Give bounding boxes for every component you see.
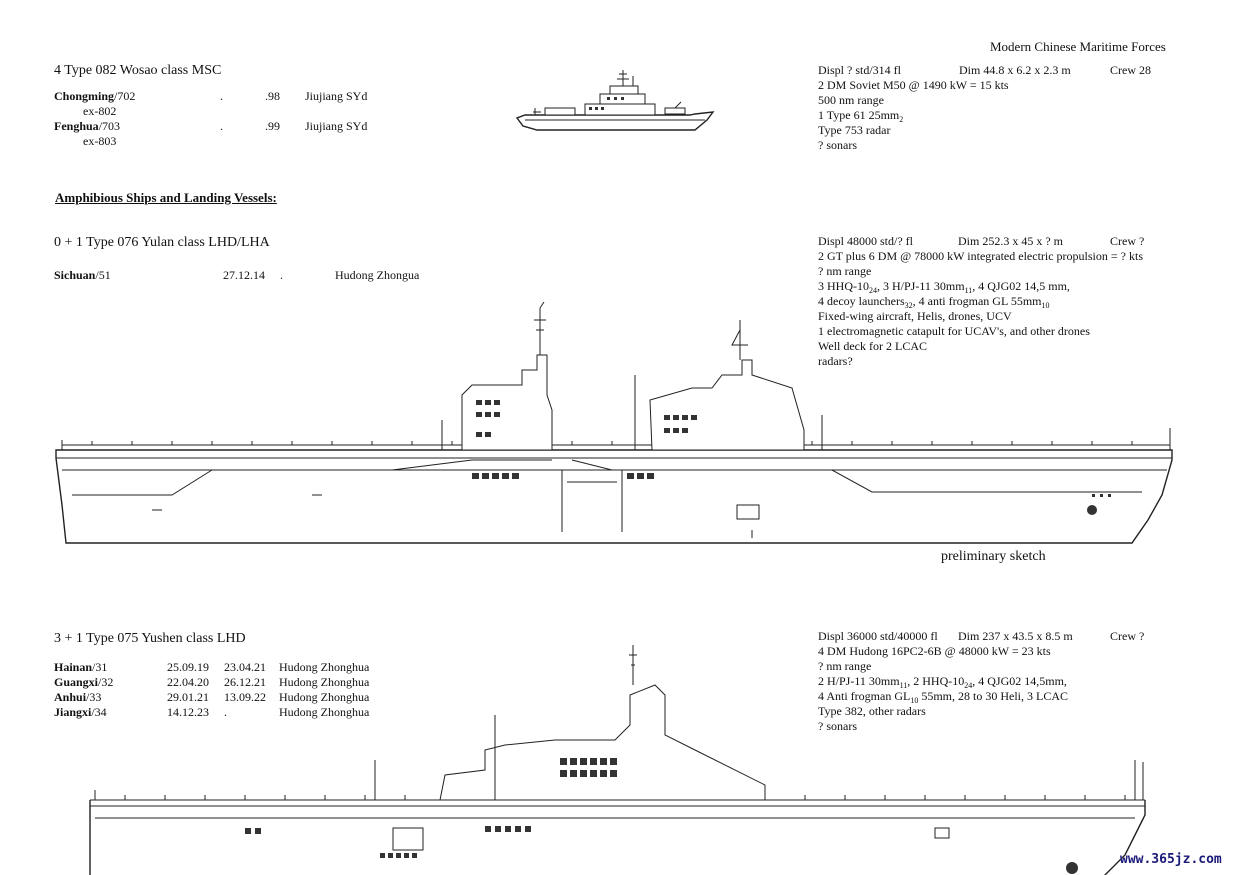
spec-dim: Dim 44.8 x 6.2 x 2.3 m bbox=[959, 63, 1071, 77]
ship-pennant: /51 bbox=[95, 268, 111, 282]
spec-dim: Dim 252.3 x 45 x ? m bbox=[958, 234, 1063, 248]
spec-armament: 1 Type 61 $25mm_2$ bbox=[818, 108, 904, 124]
ship-yard: Jiujiang SYd bbox=[305, 119, 368, 133]
ship-name: Fenghua bbox=[54, 119, 99, 133]
ship-name: Chongming bbox=[54, 89, 115, 103]
spec-displ: Displ 36000 std/40000 fl bbox=[818, 629, 938, 643]
ship-ex-pennant: ex-802 bbox=[83, 104, 117, 118]
section-heading: Amphibious Ships and Landing Vessels: bbox=[55, 190, 277, 205]
spec-range: ? nm range bbox=[818, 659, 872, 673]
ship-launch-date: 25.09.19 bbox=[167, 660, 209, 674]
spec-line: 2 DM Soviet M50 @ 1490 kW = 15 kts bbox=[818, 78, 1009, 92]
ship-row bbox=[54, 89, 454, 104]
ship-ex-pennant: ex-803 bbox=[83, 134, 117, 148]
spec-crew: Crew ? bbox=[1110, 234, 1145, 248]
yushen-class-title: 3 + 1 Type 075 Yushen class LHD bbox=[54, 631, 246, 646]
ship-yard: Hudong Zhongua bbox=[335, 268, 420, 282]
sketch-caption: preliminary sketch bbox=[941, 549, 1046, 564]
ship-yard: Hudong Zhonghua bbox=[279, 690, 370, 704]
ship-dot: . bbox=[220, 89, 223, 103]
spec-radars: radars? bbox=[818, 354, 853, 368]
wosao-ship-drawing bbox=[515, 68, 715, 134]
ship-launch-date: 29.01.21 bbox=[167, 690, 209, 704]
ship-date: .99 bbox=[265, 119, 280, 133]
wosao-specs bbox=[818, 63, 1178, 153]
spec-displ: Displ ? std/314 fl bbox=[818, 63, 901, 77]
spec-sonars: ? sonars bbox=[818, 719, 857, 733]
spec-line: ? sonars bbox=[818, 138, 857, 152]
ship-name: Hainan bbox=[54, 660, 93, 674]
ship-pennant: /31 bbox=[92, 660, 108, 674]
ship-commission-date: 23.04.21 bbox=[224, 660, 266, 674]
spec-line: Type 753 radar bbox=[818, 123, 891, 137]
ship-yard: Hudong Zhonghua bbox=[279, 705, 370, 719]
yulan-ship-drawing bbox=[52, 300, 1177, 550]
spec-propulsion: 2 GT plus 6 DM @ 78000 kW integrated electric propulsion = ? kts bbox=[818, 249, 1143, 263]
ship-yard: Hudong Zhonghua bbox=[279, 660, 370, 674]
ship-pennant: /32 bbox=[98, 675, 114, 689]
ship-dot: . bbox=[220, 119, 223, 133]
spec-welldeck: Well deck for 2 LCAC bbox=[818, 339, 928, 353]
ship-pennant: /703 bbox=[98, 119, 121, 133]
ship-launch-date: 14.12.23 bbox=[167, 705, 209, 719]
spec-line: 500 nm range bbox=[818, 93, 884, 107]
ship-pennant: /702 bbox=[114, 89, 136, 103]
page-header: Modern Chinese Maritime Forces bbox=[990, 39, 1166, 54]
spec-range: ? nm range bbox=[818, 264, 872, 278]
ship-name: Sichuan bbox=[54, 268, 96, 282]
ship-yard: Jiujiang SYd bbox=[305, 89, 368, 103]
spec-armament: 4 decoy launchers$_{32}$, 4 anti frogman GL $55mm_{10}$ bbox=[818, 294, 1050, 310]
ship-commission-date: . bbox=[280, 268, 283, 282]
yulan-class-title: 0 + 1 Type 076 Yulan class LHD/LHA bbox=[54, 235, 270, 250]
ship-row bbox=[54, 268, 474, 283]
spec-armament: 4 Anti frogman $GL_{10}$ 55mm, 28 to 30 Heli, 3 LCAC bbox=[818, 689, 1068, 705]
spec-armament: 3 HHQ-$10_{24}$, 3 H/PJ-11 $30mm_{11}$, 4 QJG02 14,5 mm, bbox=[818, 279, 1070, 295]
ship-commission-date: 13.09.22 bbox=[224, 690, 266, 704]
spec-propulsion: 4 DM Hudong 16PC2-6B @ 48000 kW = 23 kts bbox=[818, 644, 1051, 658]
ship-name: Guangxi bbox=[54, 675, 99, 689]
ship-commission-date: . bbox=[224, 705, 227, 719]
spec-radars: Type 382, other radars bbox=[818, 704, 926, 718]
ship-date: .98 bbox=[265, 89, 280, 103]
spec-dim: Dim 237 x 43.5 x 8.5 m bbox=[958, 629, 1073, 643]
spec-crew: Crew ? bbox=[1110, 629, 1145, 643]
ship-name: Jiangxi bbox=[54, 705, 92, 719]
spec-armament: 2 H/PJ-11 $30mm_{11}$, 2 HHQ-$10_{24}$, 4 QJG02 14,5mm, bbox=[818, 674, 1067, 690]
spec-catapult: 1 electromagnetic catapult for UCAV's, and other drones bbox=[818, 324, 1090, 338]
ship-yard: Hudong Zhonghua bbox=[279, 675, 370, 689]
ship-pennant: /33 bbox=[86, 690, 102, 704]
ship-launch-date: 27.12.14 bbox=[223, 268, 265, 282]
spec-crew: Crew 28 bbox=[1110, 63, 1151, 77]
ship-pennant: /34 bbox=[91, 705, 107, 719]
ship-row bbox=[54, 119, 454, 134]
wosao-class-title: 4 Type 082 Wosao class MSC bbox=[54, 63, 222, 78]
watermark: www.365jz.com bbox=[1120, 852, 1222, 867]
ship-commission-date: 26.12.21 bbox=[224, 675, 266, 689]
ship-name: Anhui bbox=[54, 690, 87, 704]
yushen-ship-drawing bbox=[85, 640, 1160, 875]
spec-aircraft: Fixed-wing aircraft, Helis, drones, UCV bbox=[818, 309, 1012, 323]
spec-displ: Displ 48000 std/? fl bbox=[818, 234, 913, 248]
ship-launch-date: 22.04.20 bbox=[167, 675, 209, 689]
